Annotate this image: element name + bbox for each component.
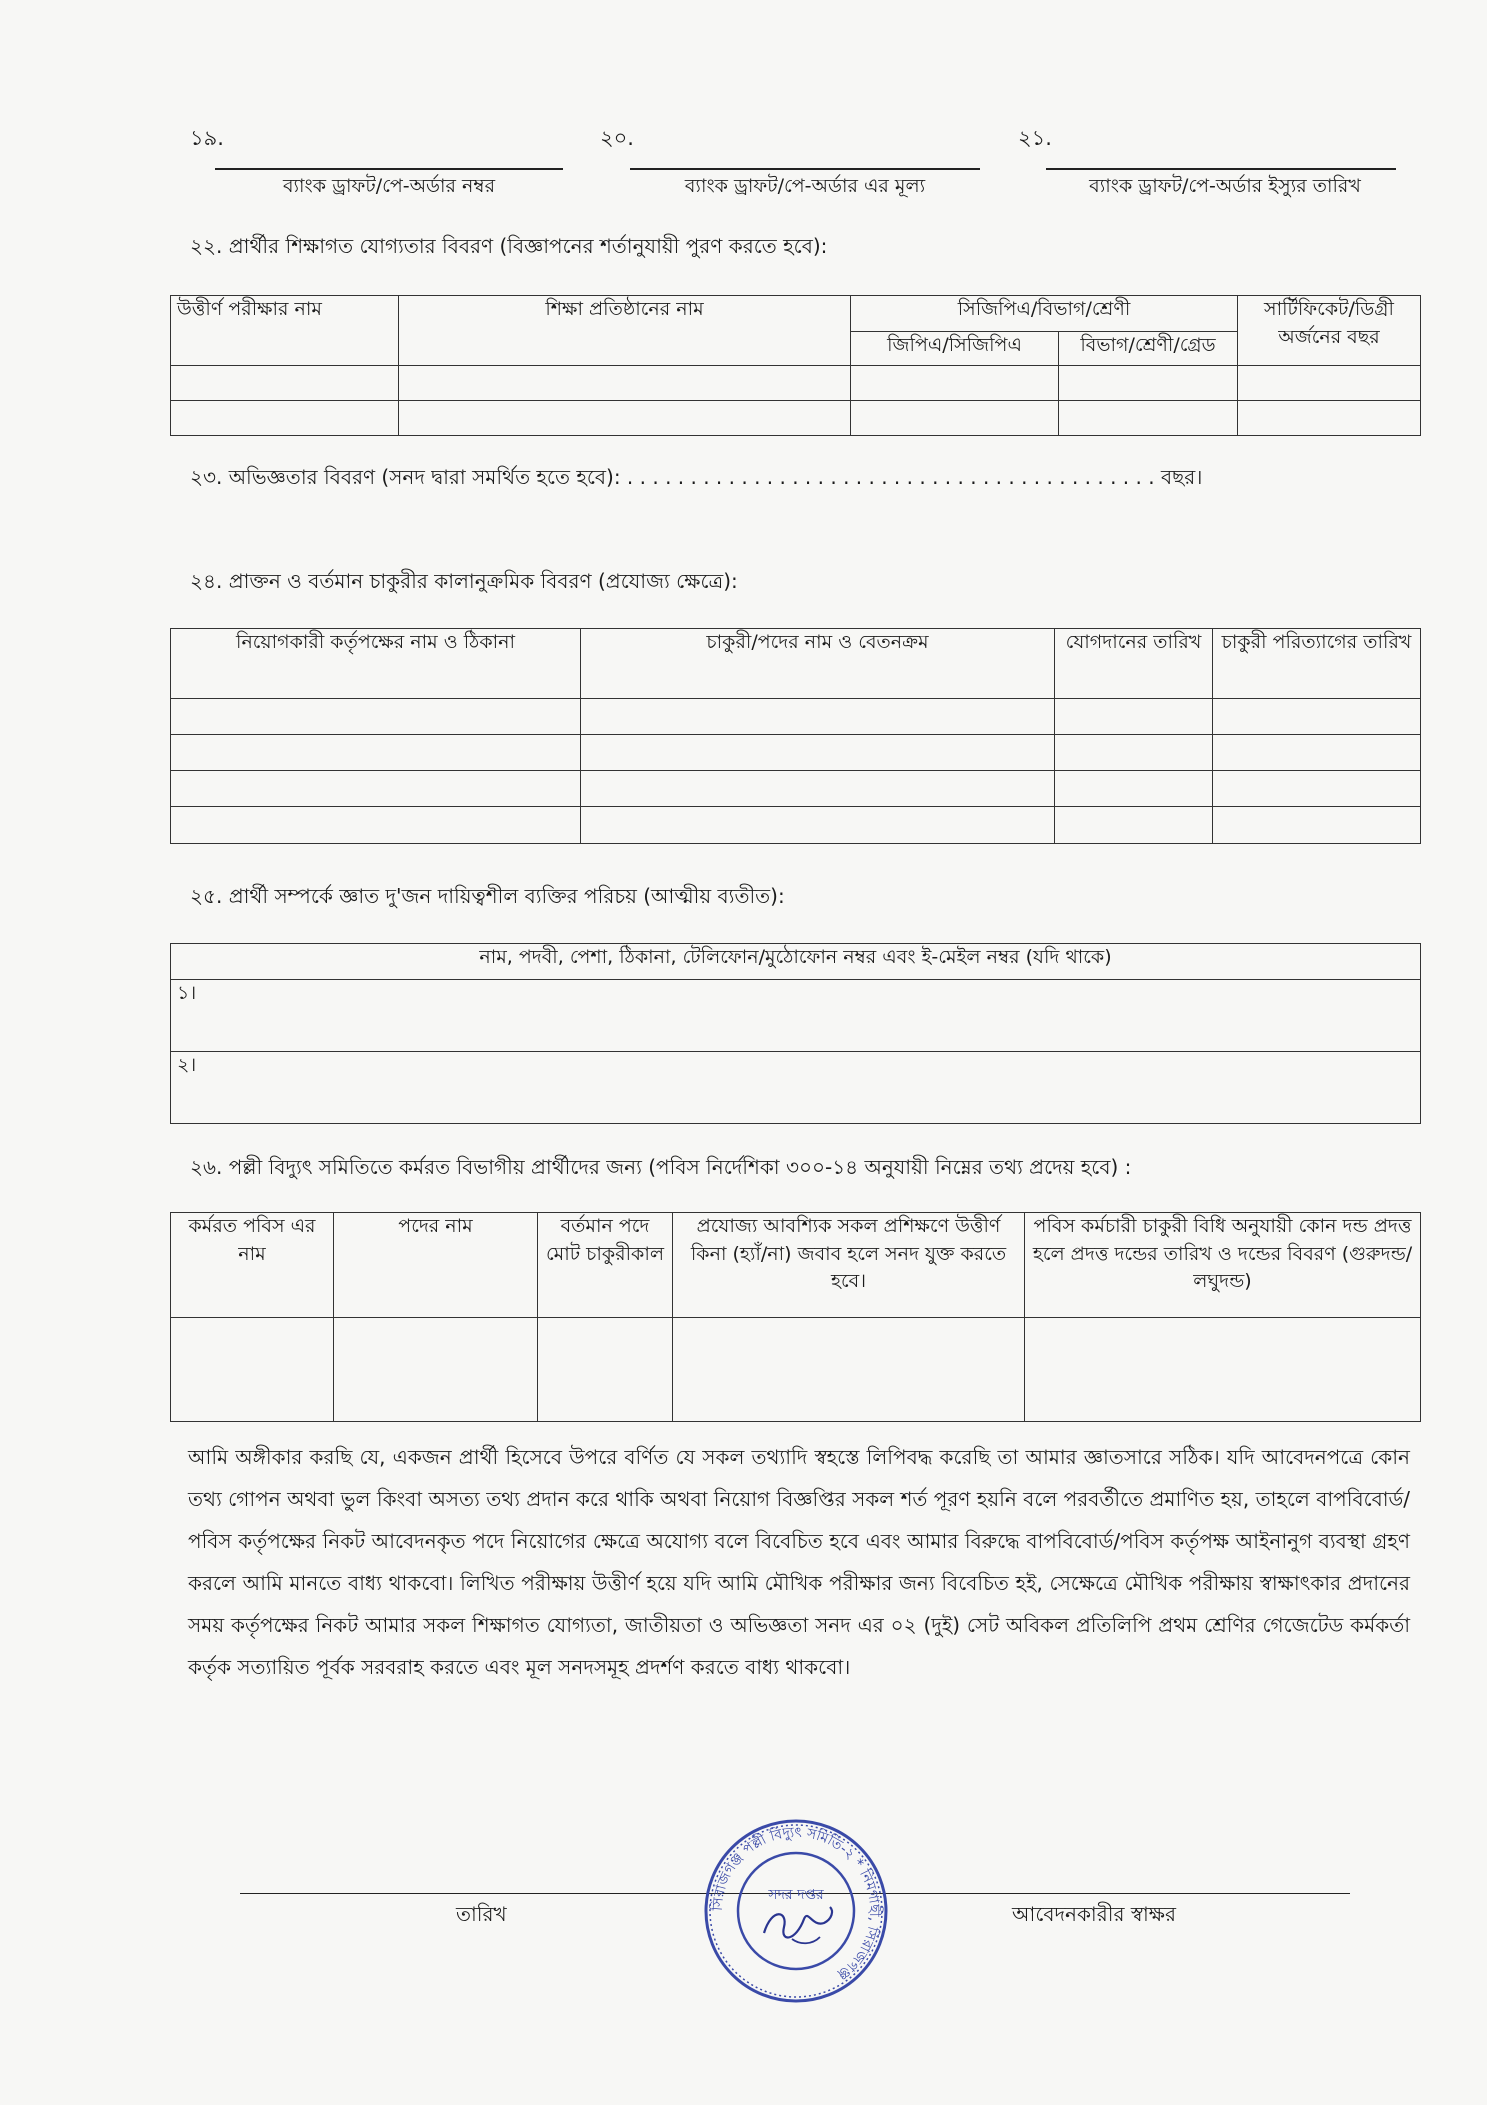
field-21-number: ২১. (1018, 126, 1052, 150)
col-division: বিভাগ/শ্রেণী/গ্রেড (1059, 332, 1238, 366)
field-21-line[interactable] (1046, 168, 1396, 170)
education-table (170, 295, 1421, 436)
pbs-table (170, 1212, 1421, 1422)
employment-table (170, 628, 1421, 844)
field-20-caption: ব্যাংক ড্রাফট/পে-অর্ডার এর মূল্য (684, 175, 926, 197)
seal-ring-text: সিরাজগঞ্জ পল্লী বিদ্যুৎ সমিতি-২ * নিমগাছী, সিরাজগঞ্জ (709, 1824, 883, 1983)
field-19-number: ১৯. (190, 126, 224, 150)
table-row[interactable] (171, 1052, 1421, 1124)
section-23-label: ২৩. অভিজ্ঞতার বিবরণ (সনদ দ্বারা সমর্থিত হতে হবে): (190, 465, 621, 489)
table-row[interactable] (171, 980, 1421, 1052)
col-result: সিজিপিএ/বিভাগ/শ্রেণী (851, 296, 1238, 332)
date-label: তারিখ (456, 1902, 507, 1926)
seal-signature-flourish-icon (792, 1937, 820, 1943)
signature-label[interactable]: আবেদনকারীর স্বাক্ষর (1012, 1902, 1176, 1926)
col-institution: শিক্ষা প্রতিষ্ঠানের নাম (399, 296, 851, 366)
referee-row-2[interactable]: ২। (171, 1052, 1421, 1124)
seal-signature-icon (764, 1907, 832, 1937)
col-service-length: বর্তমান পদে মোট চাকুরীকাল (538, 1213, 673, 1318)
table-row[interactable] (171, 366, 1421, 401)
col-joining-date: যোগদানের তারিখ (1055, 629, 1213, 699)
table-row[interactable] (171, 401, 1421, 436)
section-25-heading: ২৫. প্রার্থী সম্পর্কে জ্ঞাত দু'জন দায়িত্বশীল ব্যক্তির পরিচয় (আত্মীয় ব্যতীত): (190, 884, 785, 908)
field-19-caption: ব্যাংক ড্রাফট/পে-অর্ডার নম্বর (282, 175, 496, 197)
col-employer: নিয়োগকারী কর্তৃপক্ষের নাম ও ঠিকানা (171, 629, 581, 699)
official-seal-icon (700, 1815, 892, 2007)
field-21-caption: ব্যাংক ড্রাফট/পে-অর্ডার ইস্যুর তারিখ (1089, 175, 1361, 197)
col-post-name: পদের নাম (334, 1213, 538, 1318)
seal-center-text: সদর দপ্তর (768, 1887, 824, 1903)
table-row[interactable] (171, 735, 1421, 771)
section-23-heading (190, 463, 1202, 496)
col-pbs-name: কর্মরত পবিস এর নাম (171, 1213, 334, 1318)
declaration-paragraph: আমি অঙ্গীকার করছি যে, একজন প্রার্থী হিসেবে উপরে বর্ণিত যে সকল তথ্যাদি স্বহস্তে লিপিবদ্ধ করেছি তা আমার জ্ঞাতসারে সঠিক। যদি আবেদনপত্রে কোন তথ্য গোপন অথবা ভুল কিংবা অসত্য তথ্য প্রদান করে থাকি অথবা নিয়োগ বিজ্ঞপ্তির সকল শর্ত পূরণ হয়নি বলে পরবর্তীতে প্রমাণিত হয়, তাহলে বাপবিবোর্ড/পবিস কর্তৃপক্ষের নিকট আবেদনকৃত পদে নিয়োগের ক্ষেত্রে অযোগ্য বলে বিবেচিত হবে এবং আমার বিরুদ্ধে বাপবিবোর্ড/পবিস কর্তৃপক্ষ আইনানুগ ব্যবস্থা গ্রহণ করলে আমি মানতে বাধ্য থাকবো। লিখিত পরীক্ষায় উত্তীর্ণ হয়ে যদি আমি মৌখিক পরীক্ষার জন্য বিবেচিত হই, সেক্ষেত্রে মৌখিক পরীক্ষায় স্বাক্ষাৎকার প্রদানের সময় কর্তৃপক্ষের নিকট আমার সকল শিক্ষাগত যোগ্যতা, জাতীয়তা ও অভিজ্ঞতা সনদ এর ০২ (দুই) সেট অবিকল প্রতিলিপি প্রথম শ্রেণির গেজেটেড কর্মকর্তা কর্তৃক সত্যায়িত পূর্বক সরবরাহ করতে এবং মূল সনদসমূহ প্রদর্শণ করতে বাধ্য থাকবো। (188, 1445, 1410, 1679)
table-row[interactable] (171, 1318, 1421, 1422)
section-22-heading: ২২. প্রার্থীর শিক্ষাগত যোগ্যতার বিবরণ (বিজ্ঞাপনের শর্তানুযায়ী পুরণ করতে হবে): (190, 234, 828, 258)
col-exam-name: উত্তীর্ণ পরীক্ষার নাম (171, 296, 399, 366)
referee-header: নাম, পদবী, পেশা, ঠিকানা, টেলিফোন/মুঠোফোন নম্বর এবং ই-মেইল নম্বর (যদি থাকে) (171, 944, 1421, 980)
col-penalty: পবিস কর্মচারী চাকুরী বিধি অনুযায়ী কোন দন্ড প্রদত্ত হলে প্রদত্ত দন্ডের তারিখ ও দন্ডের বিবরণ (গুরুদন্ড/লঘুদন্ড) (1025, 1213, 1421, 1318)
col-leaving-date: চাকুরী পরিত্যাগের তারিখ (1213, 629, 1421, 699)
experience-years-input[interactable]: . . . . . . . . . . . . . . . . . . . . . . . . . . . . . . . . . . . . . . . . . . (626, 465, 1155, 489)
section-26-heading: ২৬. পল্লী বিদ্যুৎ সমিতিতে কর্মরত বিভাগীয় প্রার্থীদের জন্য (পবিস নির্দেশিকা ৩০০-১৪ অনুযায়ী নিম্নের তথ্য প্রদেয় হবে) : (190, 1155, 1132, 1179)
referee-table (170, 943, 1421, 1124)
table-row[interactable] (171, 699, 1421, 735)
field-20-line[interactable] (630, 168, 980, 170)
col-year: সার্টিফিকেট/ডিগ্রী অর্জনের বছর (1238, 296, 1421, 366)
table-row[interactable] (171, 807, 1421, 844)
col-training: প্রযোজ্য আবশ্যিক সকল প্রশিক্ষণে উত্তীর্ণ কিনা (হ্যাঁ/না) জবাব হলে সনদ যুক্ত করতে হবে। (673, 1213, 1025, 1318)
col-post-pay: চাকুরী/পদের নাম ও বেতনক্রম (581, 629, 1055, 699)
field-20-number: ২০. (600, 126, 634, 150)
section-23-suffix: বছর। (1160, 465, 1203, 489)
table-row[interactable] (171, 771, 1421, 807)
section-24-heading: ২৪. প্রাক্তন ও বর্তমান চাকুরীর কালানুক্রমিক বিবরণ (প্রযোজ্য ক্ষেত্রে): (190, 569, 738, 593)
referee-row-1[interactable]: ১। (171, 980, 1421, 1052)
col-gpa: জিপিএ/সিজিপিএ (851, 332, 1059, 366)
field-19-line[interactable] (215, 168, 563, 170)
svg-text:সিরাজগঞ্জ পল্লী বিদ্যুৎ সমিতি- (709, 1825, 883, 1983)
